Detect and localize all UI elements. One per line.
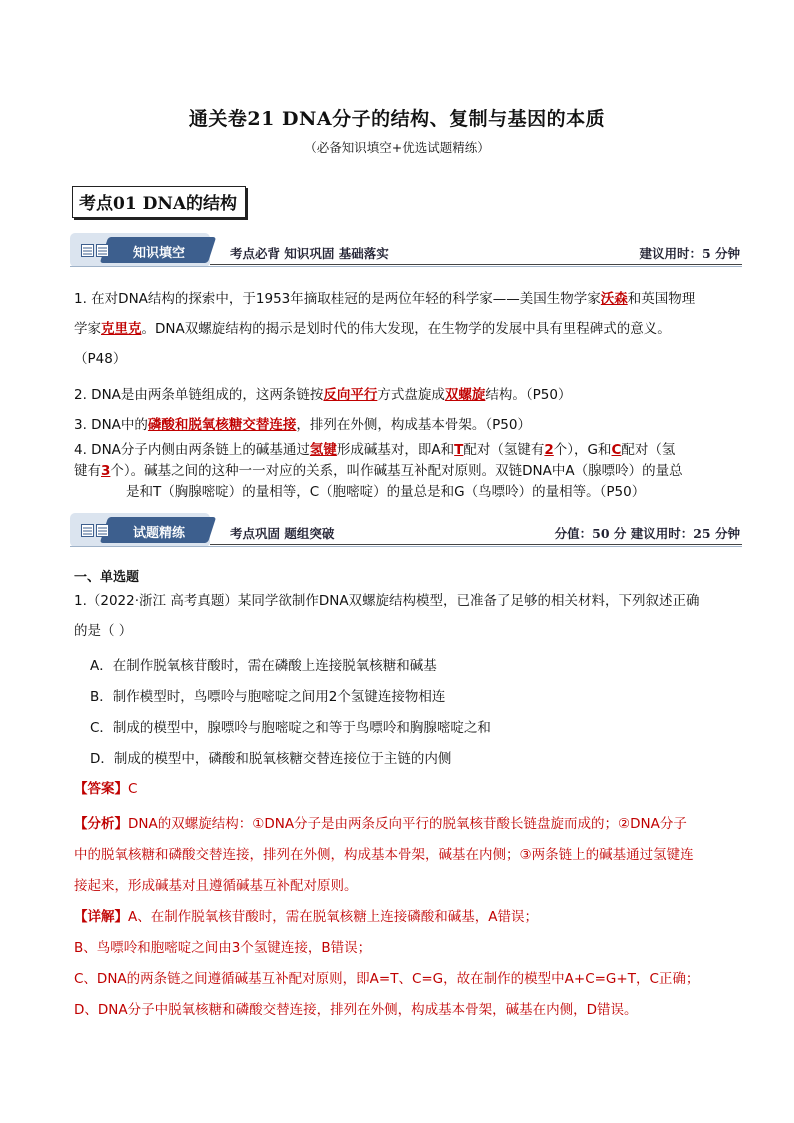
fill-answer: 克里克 <box>101 321 142 337</box>
knowledge-fill-banner <box>70 233 742 267</box>
option-d: D．制成的模型中，磷酸和脱氧核糖交替连接位于主链的内侧 <box>90 751 452 767</box>
detail-label: 【详解】 <box>74 909 128 925</box>
knowledge-item-4: 4. DNA分子内侧由两条链上的碱基通过氢键形成碱基对，即A和T配对（氢键有2个），G和C配对（氢 键有3个）。碱基之间的这种一一对应的关系，叫作碱基互补配对原则。双链DNA中A（腺嘌呤）的量总 是和T（胸腺嘧啶）的量相等，C（胞嘧啶）的量总是和G（鸟嘌呤）的量相等。（P50） <box>74 442 683 500</box>
fill-answer: C <box>611 442 622 458</box>
fill-answer: 双螺旋 <box>444 387 486 403</box>
banner-subtitle: 考点巩固 题组突破 <box>230 526 335 541</box>
fill-answer: 磷酸和脱氧核糖交替连接 <box>147 417 297 433</box>
page-title: 通关卷21 DNA分子的结构、复制与基因的本质 <box>188 108 606 130</box>
document-icon <box>81 524 109 537</box>
analysis-label: 【分析】 <box>74 816 128 832</box>
document-icon <box>81 244 109 257</box>
answer-value: C <box>128 781 138 797</box>
fill-answer: 3 <box>101 463 111 479</box>
banner-subtitle: 考点必背 知识巩固 基础落实 <box>230 246 389 261</box>
option-c: C．制成的模型中，腺嘌呤与胞嘧啶之和等于鸟嘌呤和胸腺嘧啶之和 <box>90 720 491 736</box>
answer-label: 【答案】 <box>74 781 128 797</box>
fill-answer: T <box>454 442 464 458</box>
knowledge-item-2: 2. DNA是由两条单链组成的，这两条链按反向平行方式盘旋成双螺旋结构。（P50） <box>74 387 572 403</box>
fill-answer: 2 <box>544 442 554 458</box>
fill-answer: 氢键 <box>309 442 337 458</box>
knowledge-item-3: 3. DNA中的磷酸和脱氧核糖交替连接，排列在外侧，构成基本骨架。（P50） <box>74 417 531 433</box>
answer-line <box>74 778 754 800</box>
banner-tab-label: 知识填空 <box>132 246 185 261</box>
option-b: B．制作模型时，鸟嘌呤与胞嘧啶之间用2个氢键连接物相连 <box>90 689 446 705</box>
page-subtitle: （必备知识填空+优选试题精练） <box>304 140 490 155</box>
fill-answer: 沃森 <box>600 291 628 307</box>
question-stem: 1.（2022·浙江 高考真题）某同学欲制作DNA双螺旋结构模型，已准备了足够的相关材料，下列叙述正确 的是（ ） <box>74 593 700 639</box>
section-heading: 一、单选题 <box>74 570 140 585</box>
knowledge-item-1: 1. 在对DNA结构的探索中，于1953年摘取桂冠的是两位年轻的科学家——美国生物学家沃森和英国物理 学家克里克。DNA双螺旋结构的揭示是划时代的伟大发现，在生物学的发展中具有里程碑式的意义。 （P48） <box>74 291 696 367</box>
analysis-block: 【分析】DNA的双螺旋结构：①DNA分子是由两条反向平行的脱氧核苷酸长链盘旋而成的；②DNA分子 中的脱氧核糖和磷酸交替连接，排列在外侧，构成基本骨架，碱基在内侧；③两条链上的碱基通过氢键连 接起来，形成碱基对且遵循碱基互补配对原则。 <box>74 816 694 894</box>
detail-block: 【详解】A、在制作脱氧核苷酸时，需在脱氧核糖上连接磷酸和碱基，A错误； B、鸟嘌呤和胞嘧啶之间由3个氢键连接，B错误； C、DNA的两条链之间遵循碱基互补配对原则，即A=T、C=G，故在制作的模型中A+C=G+T，C正确； D、DNA分子中脱氧核糖和磷酸交替连接，排列在外侧，构成基本骨架，碱基在内侧，D错误。 <box>74 909 700 1018</box>
practice-banner <box>70 513 742 547</box>
option-a: A．在制作脱氧核苷酸时，需在磷酸上连接脱氧核糖和碱基 <box>90 658 437 674</box>
banner-tab-label: 试题精练 <box>132 526 185 541</box>
score-and-time: 分值：50 分 建议用时：25 分钟 <box>554 526 740 541</box>
kaodian-heading: 考点01 DNA的结构 <box>72 186 246 218</box>
fill-answer: 反向平行 <box>323 387 378 403</box>
suggested-time: 建议用时：5 分钟 <box>639 246 740 261</box>
